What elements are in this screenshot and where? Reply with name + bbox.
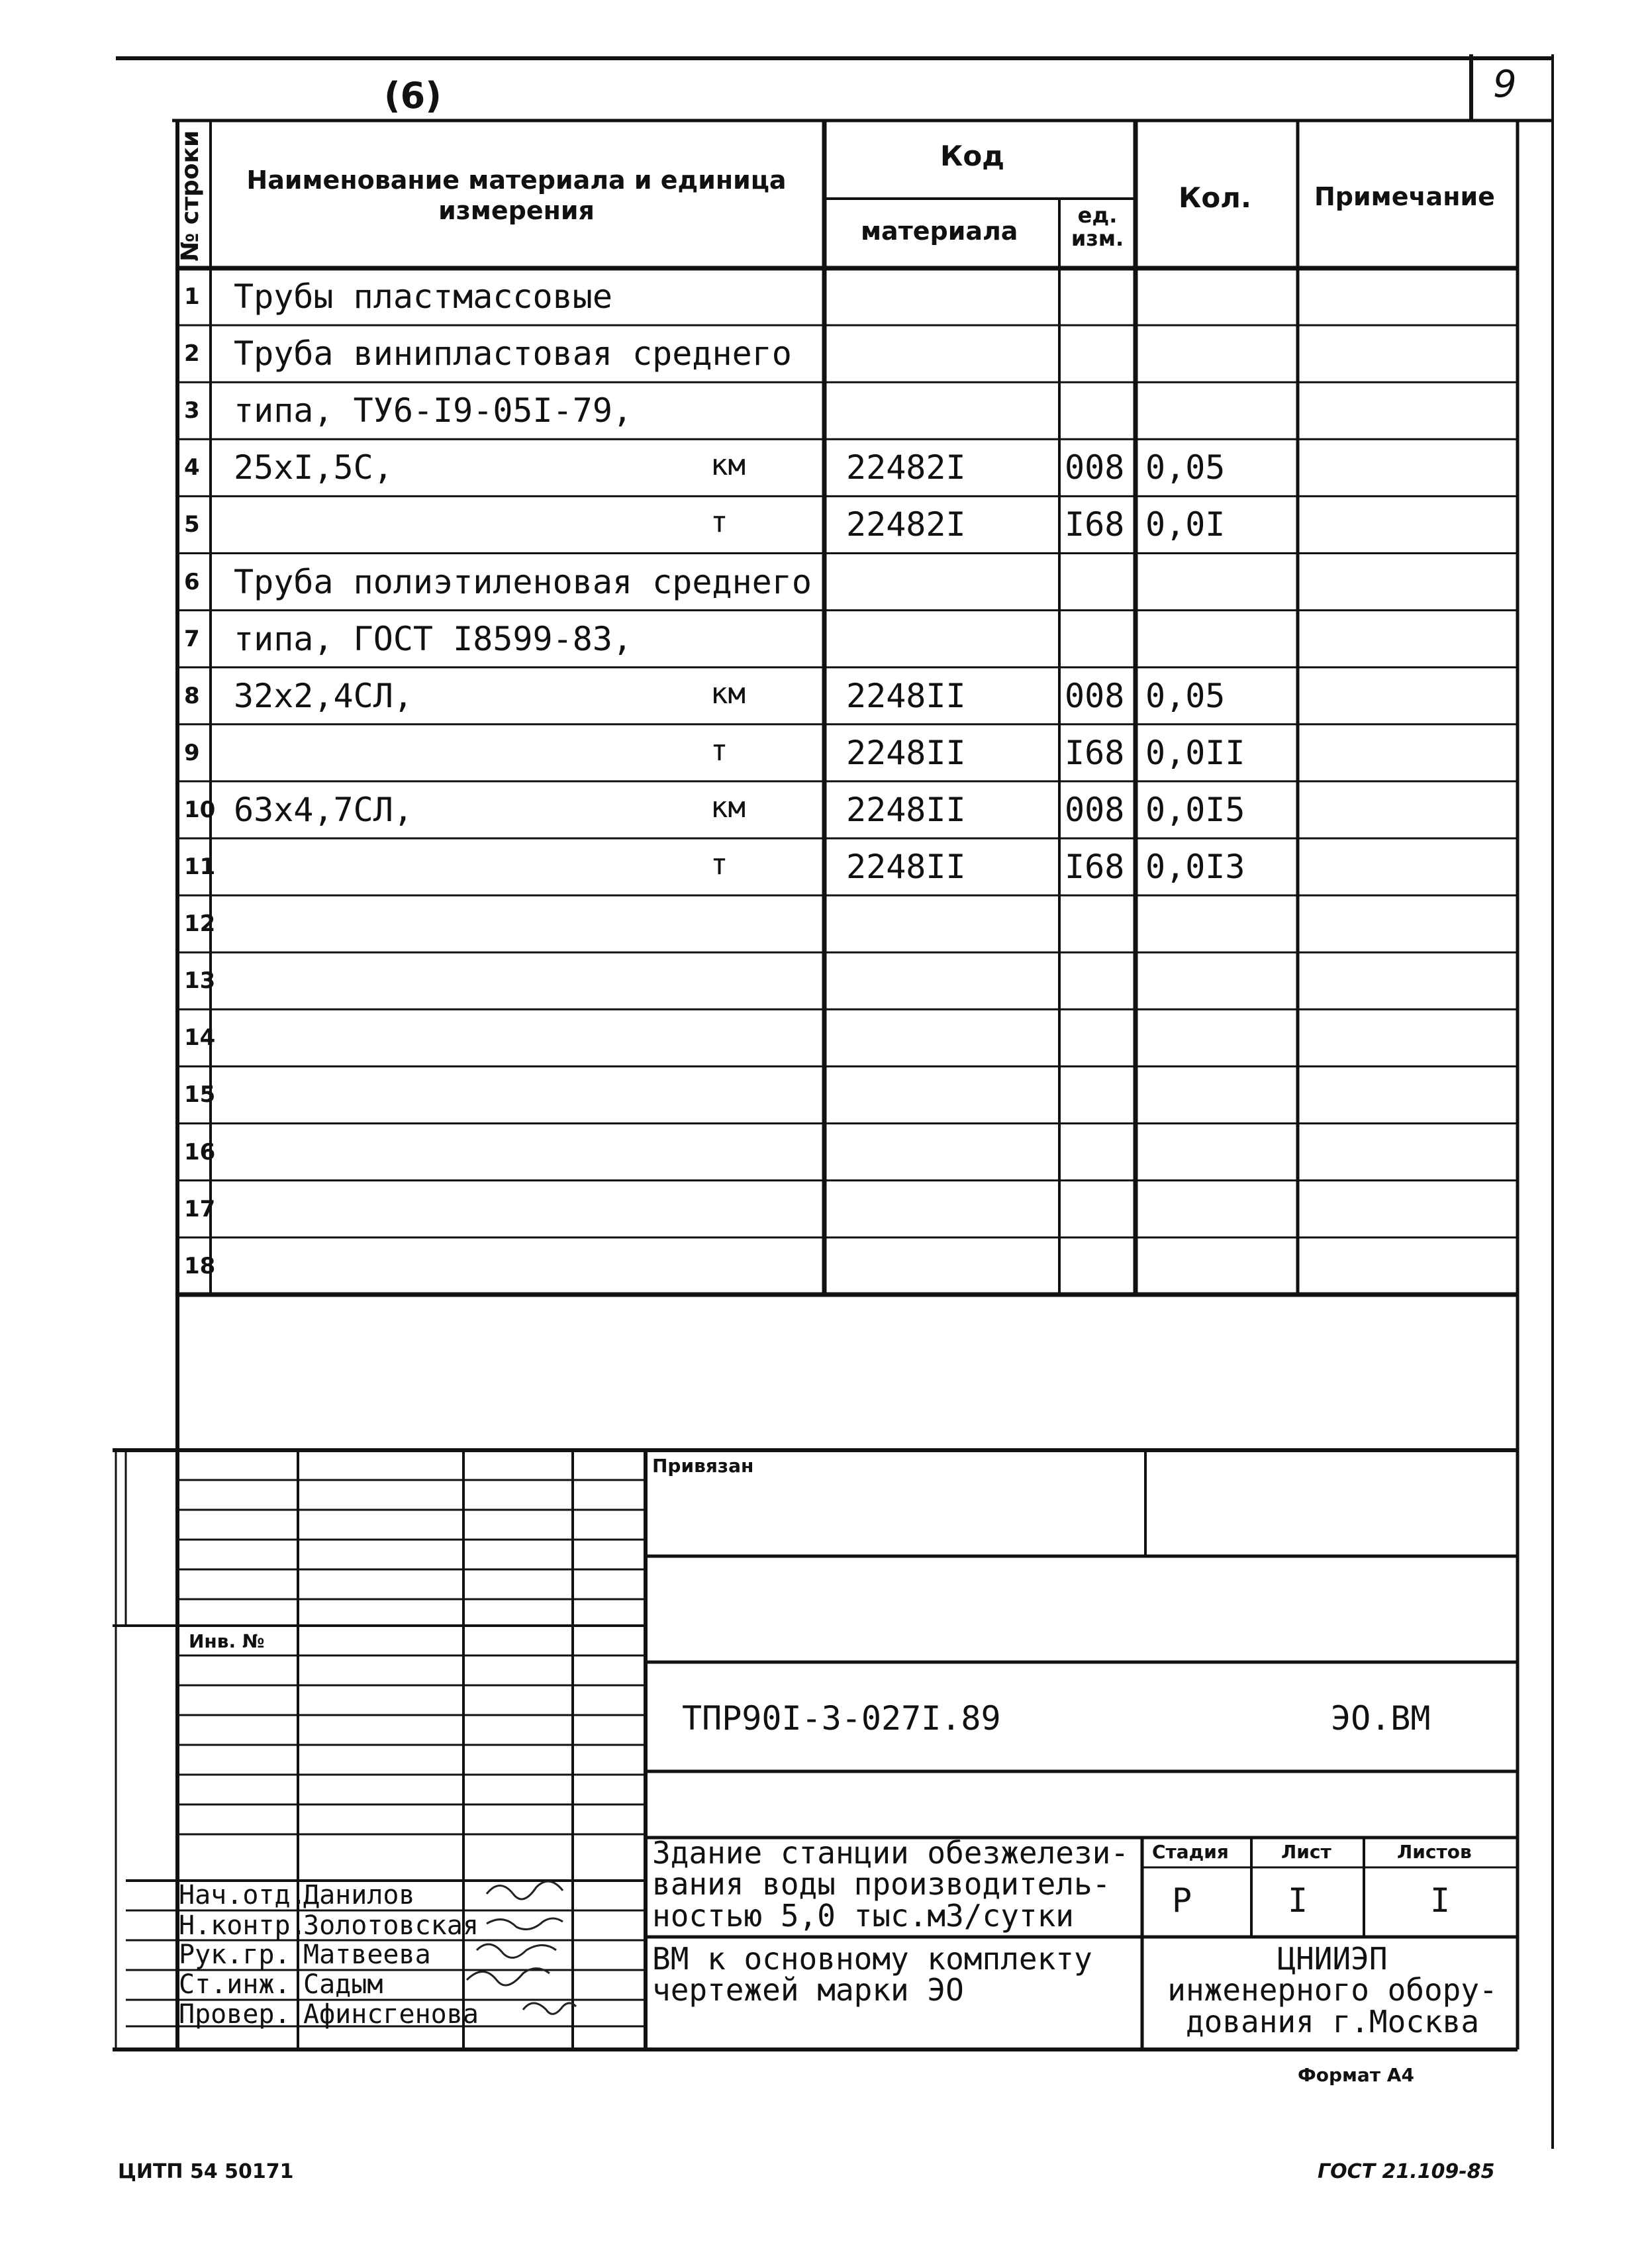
quantity: 0,05 (1145, 676, 1226, 715)
building-title-line-1: Здание станции обезжелези- (652, 1835, 1130, 1871)
unit-code: I68 (1065, 505, 1125, 544)
building-title-line-3: ностью 5,0 тыс.м3/сутки (652, 1897, 1074, 1934)
table-row (177, 838, 1518, 895)
unit-code: I68 (1065, 733, 1125, 772)
table-row (177, 611, 1518, 667)
sheet-title-line-1: ВМ к основному комплекту (652, 1941, 1092, 1977)
table-row (177, 1009, 1518, 1066)
note-header: Примечание (1314, 182, 1495, 211)
measure-unit: км (710, 448, 746, 483)
organization-line-3: дования г.Москва (1185, 2003, 1480, 2040)
sheets-label: Листов (1397, 1841, 1472, 1863)
staff-role: Н.контр. (179, 1910, 307, 1941)
material-name: типа, ГОСТ I8599-83, (234, 619, 633, 658)
measure-unit: т (710, 733, 728, 767)
row-number: 4 (184, 454, 200, 481)
sheets-value: I (1430, 1881, 1451, 1920)
quantity: 0,05 (1145, 448, 1226, 487)
organization (1149, 1941, 1516, 2040)
table-row (177, 952, 1518, 1009)
row-number: 8 (184, 682, 200, 709)
sheet-label: Лист (1281, 1841, 1331, 1863)
material-name: 63x4,7СЛ, (234, 790, 413, 829)
material-name: 25xI,5С, (234, 448, 393, 487)
quantity: 0,0I3 (1145, 848, 1245, 886)
table-row (177, 439, 1518, 496)
table-row (177, 1181, 1518, 1238)
table-row (177, 268, 1518, 325)
row-number: 14 (184, 1024, 216, 1052)
measure-unit: т (710, 505, 728, 540)
unit-code: 008 (1065, 790, 1125, 829)
table-row (177, 895, 1518, 952)
organization-line-2: инженерного обору- (1167, 1972, 1498, 2008)
row-number: 11 (184, 854, 216, 880)
material-code: 2248II (846, 848, 966, 886)
table-row (177, 1124, 1518, 1181)
unit-code: 008 (1065, 448, 1125, 487)
staff-name: Данилов (303, 1880, 415, 1910)
row-number: 16 (184, 1138, 216, 1165)
table-row (177, 1066, 1518, 1123)
material-name: Трубы пластмассовые (234, 277, 612, 316)
table-row (177, 781, 1518, 838)
unit-header: ед. изм. (1071, 203, 1124, 252)
page-marker: (6) (384, 75, 442, 117)
row-number: 6 (184, 568, 200, 595)
inv-label: Инв. № (189, 1630, 265, 1652)
row-number: 15 (184, 1081, 216, 1109)
material-code: 22482I (846, 505, 966, 544)
material-code: 22482I (846, 448, 966, 487)
privyazan-label: Привязан (652, 1455, 754, 1477)
material-code: 2248II (846, 676, 966, 715)
table-row (177, 724, 1518, 781)
sheet-title (652, 1941, 1092, 2008)
sheet-value: I (1288, 1881, 1308, 1920)
material-header: материала (861, 217, 1018, 246)
row-number: 13 (184, 967, 216, 995)
row-number: 2 (184, 340, 200, 368)
row-number: 18 (184, 1252, 216, 1279)
name-header: Наименование материала и единица измерения (246, 166, 787, 225)
staff-name: Садым (303, 1969, 383, 2000)
material-code: 2248II (846, 733, 966, 772)
row-number: 9 (184, 739, 200, 766)
material-code: 2248II (846, 790, 966, 829)
row-number-header: № строки (177, 130, 204, 262)
material-name: Труба винипластовая среднего (234, 334, 792, 373)
staff-name: Матвеева (303, 1940, 431, 1970)
material-name: Труба полиэтиленовая среднего (234, 562, 812, 601)
signatures (467, 1881, 576, 2014)
table-row (177, 1238, 1518, 1295)
table-row (177, 667, 1518, 724)
footer-right: ГОСТ 21.109-85 (1318, 2160, 1495, 2183)
stage-label: Стадия (1152, 1841, 1229, 1863)
quantity: 0,0II (1145, 733, 1245, 772)
unit-code: I68 (1065, 848, 1125, 886)
staff-name: Золотовская (303, 1910, 479, 1941)
sheet-title-line-2: чертежей марки ЭО (652, 1972, 964, 2008)
table-row (177, 382, 1518, 439)
row-number: 17 (184, 1195, 216, 1222)
qty-header: Кол. (1179, 181, 1251, 214)
unit-code: 008 (1065, 676, 1125, 715)
code-header: Код (940, 140, 1005, 172)
staff-role: Рук.гр. (179, 1940, 291, 1970)
stage-value: Р (1172, 1881, 1192, 1920)
material-name: типа, ТУ6-I9-05I-79, (234, 391, 633, 430)
measure-unit: км (710, 676, 746, 711)
material-name: 32x2,4СЛ, (234, 676, 413, 715)
measure-unit: т (710, 848, 728, 881)
document-code: ТПР90I-3-027I.89 (682, 1699, 1001, 1738)
document-mark: ЭО.ВМ (1331, 1699, 1431, 1738)
organization-line-1: ЦНИИЭП (1277, 1941, 1388, 1977)
row-number: 10 (184, 796, 216, 823)
sheet-number: 9 (1493, 63, 1517, 106)
row-number: 5 (184, 511, 200, 538)
row-number: 7 (184, 625, 200, 652)
format-label: Формат А4 (1298, 2064, 1414, 2086)
staff-role: Провер. (179, 1999, 291, 2030)
quantity: 0,0I5 (1145, 790, 1245, 829)
measure-unit: км (710, 790, 746, 824)
staff-name: Афинсгенова (303, 1999, 479, 2030)
building-title-line-2: вания воды производитель- (652, 1866, 1111, 1902)
table-row (177, 325, 1518, 382)
staff-role: Нач.отд. (179, 1880, 307, 1910)
table-row (177, 496, 1518, 553)
table-row (177, 554, 1518, 611)
staff-role: Ст.инж. (179, 1969, 291, 2000)
row-number: 12 (184, 911, 216, 938)
quantity: 0,0I (1145, 505, 1226, 544)
footer-left: ЦИТП 54 50171 (118, 2160, 294, 2183)
row-number: 1 (184, 283, 200, 310)
building-title (652, 1835, 1130, 1934)
row-number: 3 (184, 397, 200, 424)
